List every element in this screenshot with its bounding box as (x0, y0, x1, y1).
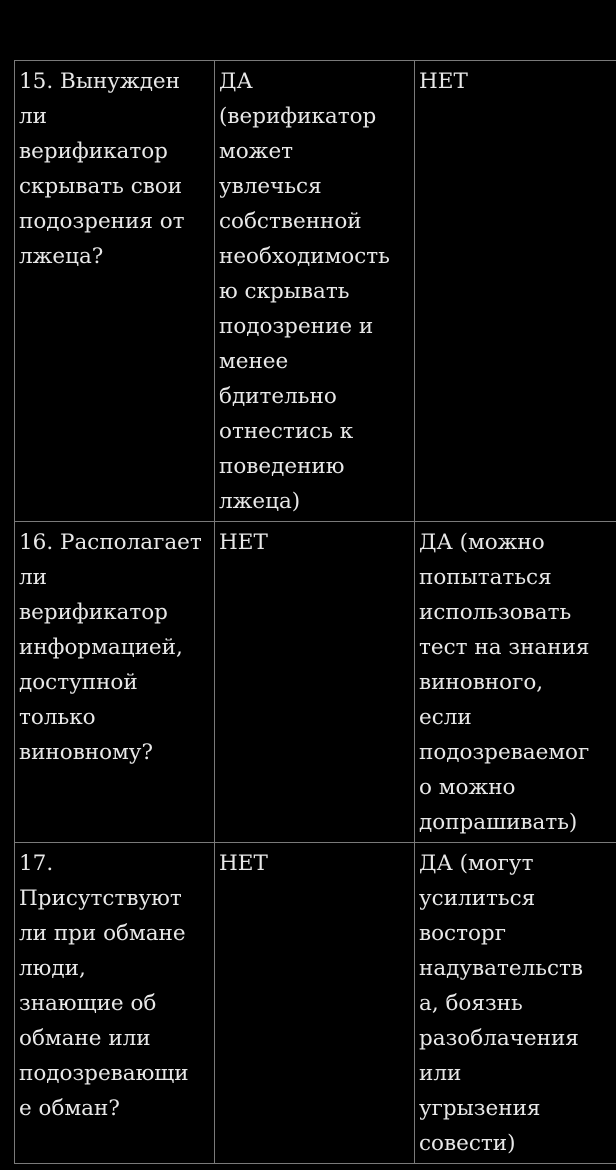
answer-text: ДА (могут усилиться восторг надувательств а, боязнь разоблачения или угрызения совести) (419, 851, 583, 1156)
table-row (15, 843, 616, 1164)
question-text: 16. Располагает ли верификатор информацией, доступной только виновному? (19, 530, 202, 765)
table-row (15, 522, 616, 843)
deception-table (14, 60, 616, 1164)
question-text: 15. Вынужден ли верификатор скрывать свои подозрения от лжеца? (19, 69, 185, 269)
question-text: 17. Присутствуют ли при обмане люди, знающие об обмане или подозревающи е обман? (19, 851, 189, 1121)
question-cell (15, 522, 215, 843)
answer-text: НЕТ (219, 530, 268, 555)
answer-cell-middle (215, 843, 415, 1164)
answer-text: ДА (можно попытаться использовать тест на знания виновного, если подозреваемог о можно допрашивать) (419, 530, 590, 835)
answer-text: НЕТ (419, 69, 468, 94)
question-cell (15, 61, 215, 522)
answer-cell-right (415, 61, 616, 522)
question-cell (15, 843, 215, 1164)
answer-text: НЕТ (219, 851, 268, 876)
answer-cell-right (415, 522, 616, 843)
table-row (15, 61, 616, 522)
answer-cell-middle (215, 522, 415, 843)
answer-cell-right (415, 843, 616, 1164)
answer-cell-middle (215, 61, 415, 522)
answer-text: ДА (верификатор может увлечься собственной необходимость ю скрывать подозрение и менее бдительно отнестись к поведению лжеца) (219, 69, 390, 514)
